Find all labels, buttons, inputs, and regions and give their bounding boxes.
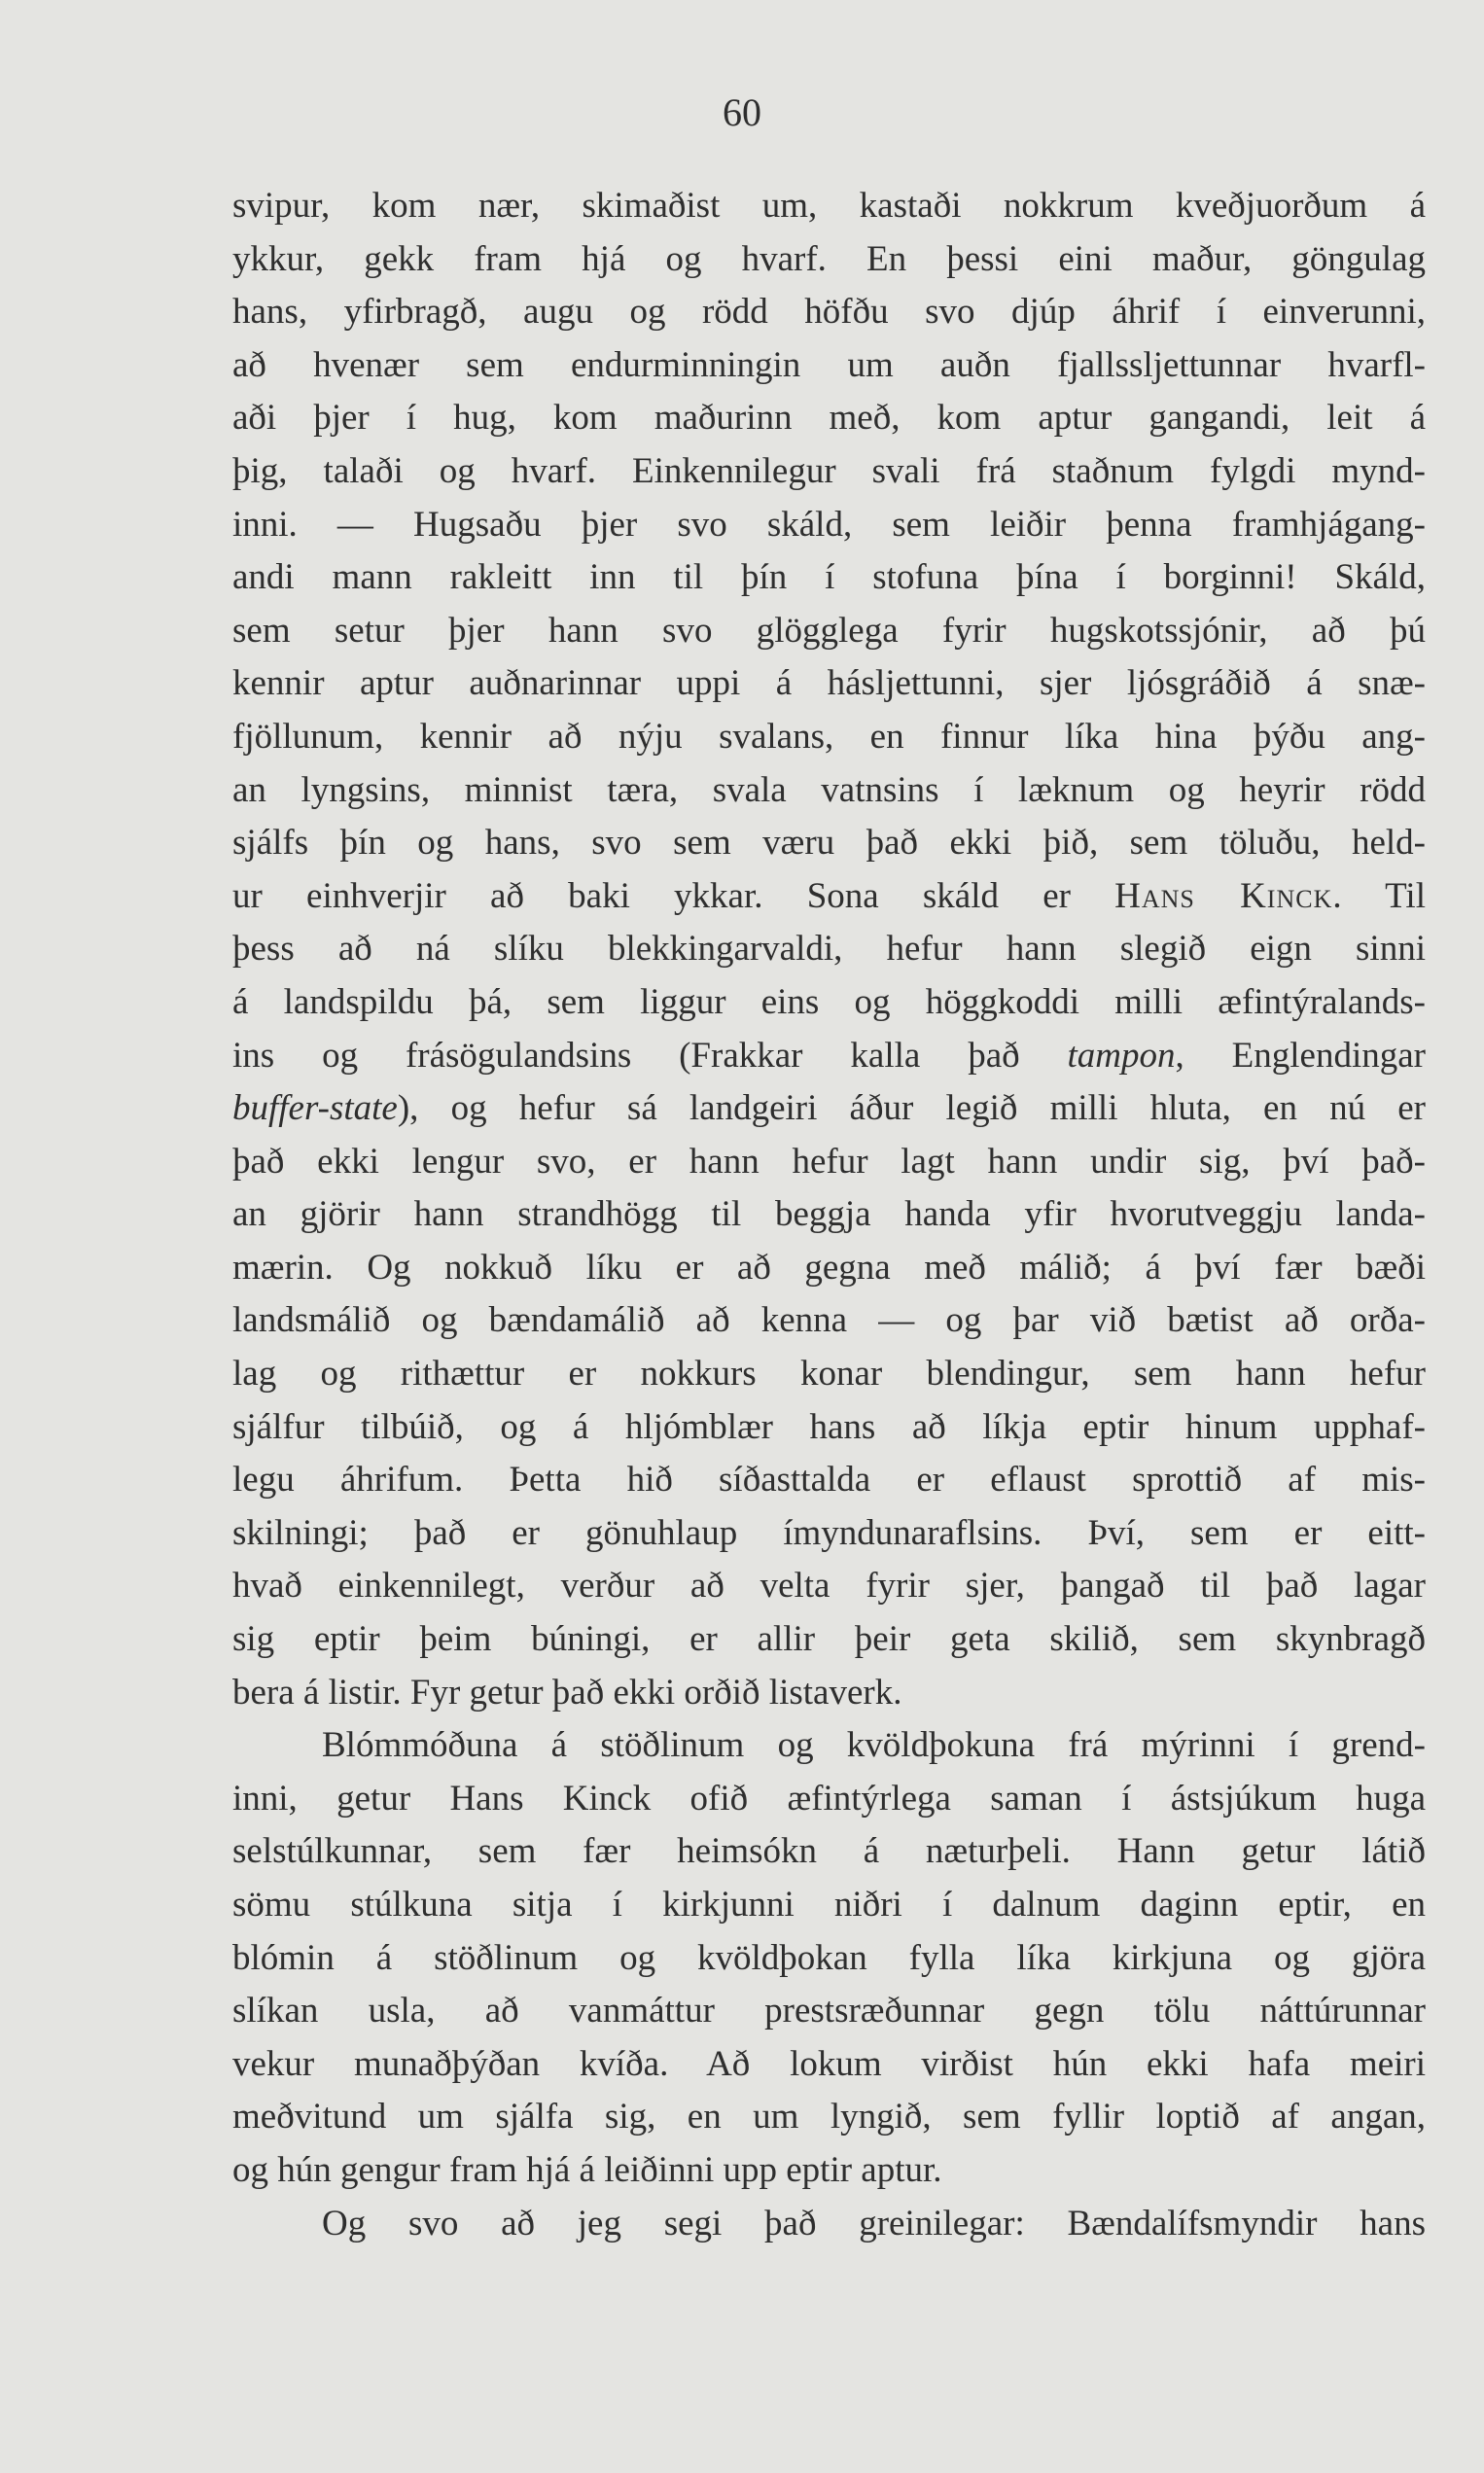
text-line: buffer-state), og hefur sá landgeiri áður legið milli hluta, en nú er [232,1088,1426,1129]
paragraph [232,180,1426,1719]
text-line: mærin. Og nokkuð líku er að gegna með málið; á því fær bæði [232,1247,1426,1288]
text-line: inni, getur Hans Kinck ofið æfintýrlega saman í ástsjúkum huga [232,1778,1426,1819]
text-line: slíkan usla, að vanmáttur prestsræðunnar gegn tölu náttúrunnar [232,1991,1426,2031]
text-line: þess að ná slíku blekkingarvaldi, hefur hann slegið eign sinni [232,929,1426,970]
text-line: sem setur þjer hann svo glögglega fyrir hugskotssjónir, að þú [232,610,1426,651]
text-line: á landspildu þá, sem liggur eins og höggkoddi milli æfintýralands- [232,981,1426,1022]
text-line: og hún gengur fram hjá á leiðinni upp eptir aptur. [232,2149,942,2190]
text-line: sjálfur tilbúið, og á hljómblær hans að líkja eptir hinum upphaf- [232,1406,1426,1447]
text-line: sig eptir þeim búningi, er allir þeir geta skilið, sem skynbragð [232,1619,1426,1660]
text-line: andi mann rakleitt inn til þín í stofuna þína í borginni! Skáld, [232,557,1426,598]
text-line: bera á listir. Fyr getur það ekki orðið listaverk. [232,1672,902,1713]
text-line: lag og rithættur er nokkurs konar blendingur, sem hann hefur [232,1354,1426,1395]
text-line: meðvitund um sjálfa sig, en um lyngið, sem fyllir loptið af angan, [232,2097,1426,2137]
text-line: fjöllunum, kennir að nýju svalans, en finnur líka hina þýðu ang- [232,716,1426,757]
text-line: an gjörir hann strandhögg til beggja handa yfir hvorutveggju landa- [232,1194,1426,1235]
text-line: an lyngsins, minnist tæra, svala vatnsins í læknum og heyrir rödd [232,769,1426,810]
paragraph [232,2198,1426,2251]
body-text [232,180,1426,2250]
text-line: skilningi; það er gönuhlaup ímyndunaraflsins. Því, sem er eitt- [232,1512,1426,1553]
text-line: ykkur, gekk fram hjá og hvarf. En þessi eini maður, göngulag [232,238,1426,279]
text-line: blómin á stöðlinum og kvöldþokan fylla líka kirkjuna og gjöra [232,1937,1426,1978]
text-line: inni. — Hugsaðu þjer svo skáld, sem leiðir þenna framhjágang- [232,504,1426,545]
text-line: svipur, kom nær, skimaðist um, kastaði nokkrum kveðjuorðum á [232,186,1426,226]
text-line: ur einhverjir að baki ykkar. Sona skáld er Hans Kinck. Til [232,875,1426,916]
text-line: að hvenær sem endurminningin um auðn fjallssljettunnar hvarfl- [232,344,1426,385]
paragraph [232,1719,1426,2197]
text-line: selstúlkunnar, sem fær heimsókn á næturþeli. Hann getur látið [232,1831,1426,1872]
text-line: aði þjer í hug, kom maðurinn með, kom aptur gangandi, leit á [232,398,1426,439]
text-line: sjálfs þín og hans, svo sem væru það ekki þið, sem töluðu, held- [232,823,1426,864]
text-line: landsmálið og bændamálið að kenna — og þar við bætist að orða- [232,1300,1426,1341]
text-line: Og svo að jeg segi það greinilegar: Bændalífsmyndir hans [322,2203,1426,2243]
text-line: sömu stúlkuna sitja í kirkjunni niðri í dalnum daginn eptir, en [232,1885,1426,1925]
text-line: ins og frásögulandsins (Frakkar kalla það tampon, Englendingar [232,1035,1427,1076]
text-line: vekur munaðþýðan kvíða. Að lokum virðist hún ekki hafa meiri [232,2043,1426,2084]
text-line: hvað einkennilegt, verður að velta fyrir sjer, þangað til það lagar [232,1566,1426,1607]
text-line: legu áhrifum. Þetta hið síðasttalda er eflaust sprottið af mis- [232,1460,1426,1501]
page-number: 60 [723,90,761,134]
text-line: hans, yfirbragð, augu og rödd höfðu svo djúp áhrif í einverunni, [232,292,1426,333]
text-line: það ekki lengur svo, er hann hefur lagt hann undir sig, því það- [232,1141,1426,1182]
text-line: kennir aptur auðnarinnar uppi á hásljettunni, sjer ljósgráðið á snæ- [232,663,1426,704]
text-line: Blómmóðuna á stöðlinum og kvöldþokuna frá mýrinni í grend- [322,1725,1426,1766]
text-line: þig, talaði og hvarf. Einkennilegur svali frá staðnum fylgdi mynd- [232,450,1426,491]
